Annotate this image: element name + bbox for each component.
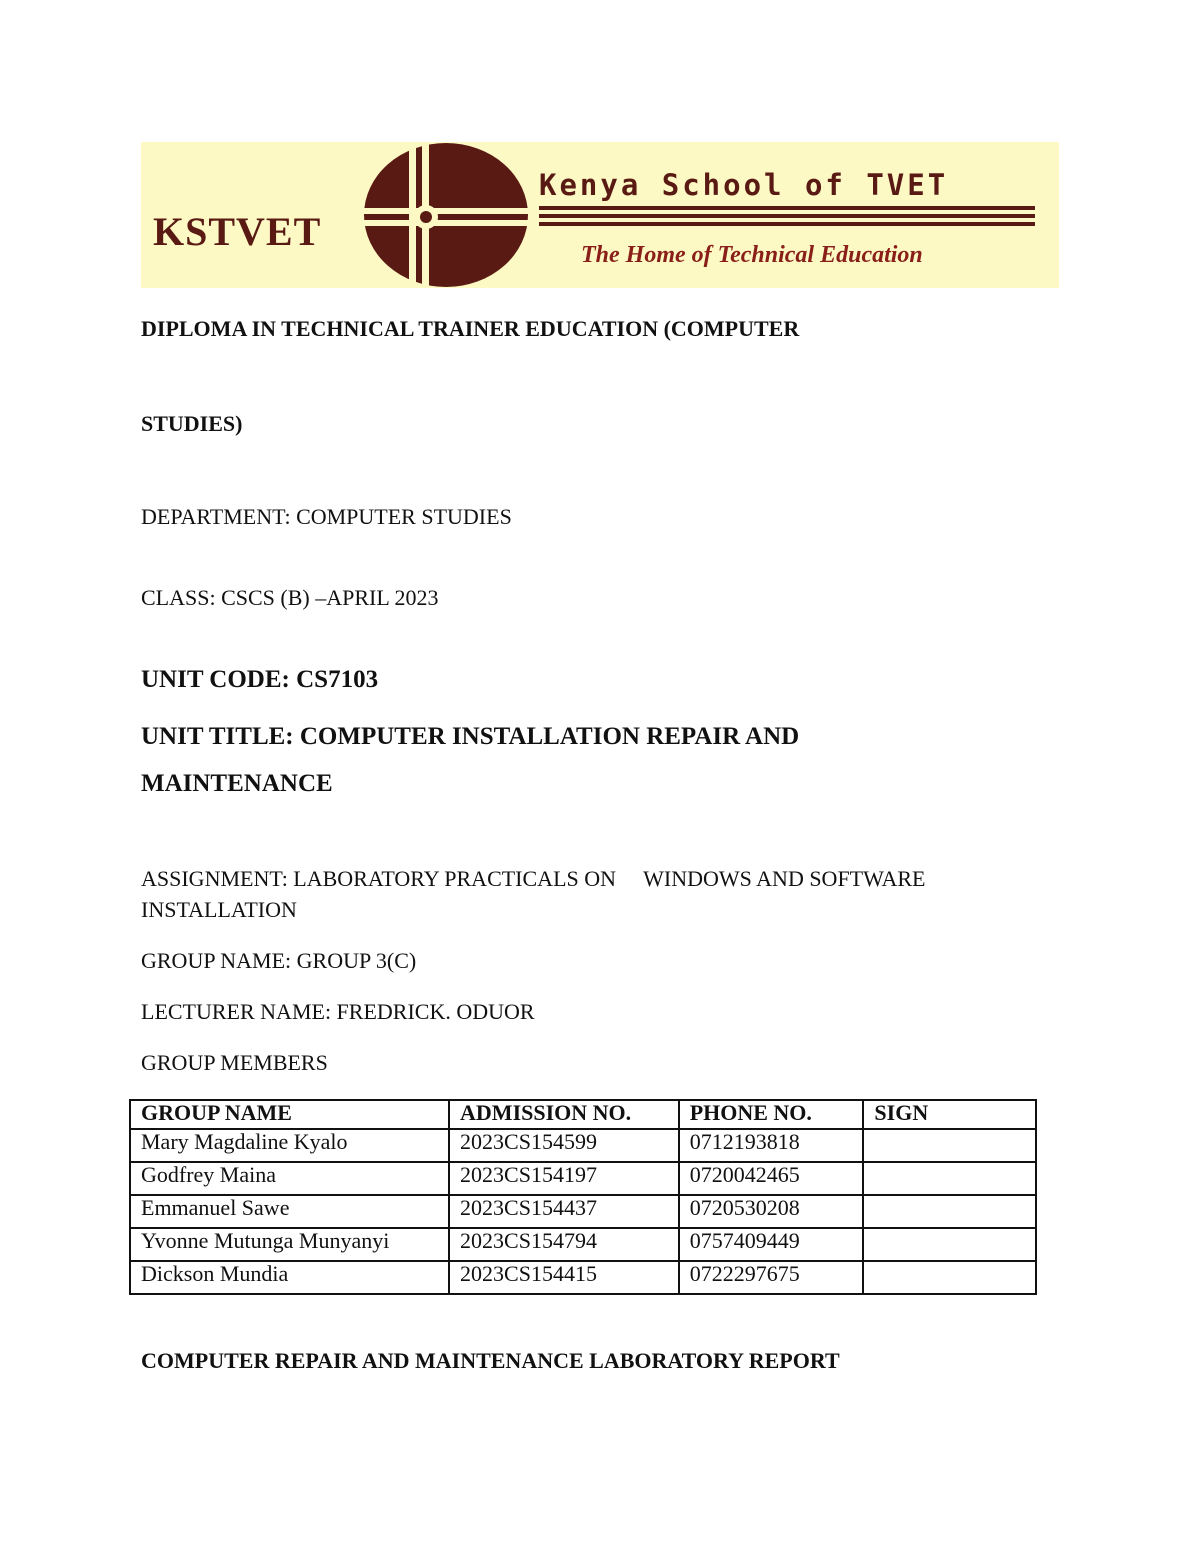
school-banner <box>141 142 1059 288</box>
member-admission-no: 2023CS154197 <box>449 1162 679 1195</box>
report-title: COMPUTER REPAIR AND MAINTENANCE LABORATORY REPORT <box>141 1348 840 1373</box>
member-sign <box>863 1162 1036 1195</box>
logo-acronym: KSTVET <box>153 209 322 254</box>
logo-stripes <box>539 206 1035 226</box>
member-name: Mary Magdaline Kyalo <box>130 1129 449 1162</box>
member-admission-no: 2023CS154437 <box>449 1195 679 1228</box>
table-row <box>130 1261 1036 1294</box>
logo-school-name: Kenya School of TVET <box>539 168 949 202</box>
group-members-heading: GROUP MEMBERS <box>141 1050 328 1075</box>
member-sign <box>863 1129 1036 1162</box>
class-line: CLASS: CSCS (B) –APRIL 2023 <box>141 585 439 610</box>
member-name: Godfrey Maina <box>130 1162 449 1195</box>
kstvet-logo <box>141 142 1059 288</box>
member-admission-no: 2023CS154794 <box>449 1228 679 1261</box>
table-header-row <box>130 1100 1036 1129</box>
diploma-title-line1: DIPLOMA IN TECHNICAL TRAINER EDUCATION (COMPUTER <box>141 316 800 341</box>
member-admission-no: 2023CS154415 <box>449 1261 679 1294</box>
member-phone-no: 0757409449 <box>679 1228 864 1261</box>
assignment-line1: ASSIGNMENT: LABORATORY PRACTICALS ON WINDOWS AND SOFTWARE <box>141 866 926 891</box>
emblem-icon <box>364 142 528 288</box>
member-phone-no: 0722297675 <box>679 1261 864 1294</box>
group-name-line: GROUP NAME: GROUP 3(C) <box>141 948 417 973</box>
member-sign <box>863 1228 1036 1261</box>
assignment-line2: INSTALLATION <box>141 897 297 922</box>
table-row <box>130 1129 1036 1162</box>
header-sign: SIGN <box>863 1100 1036 1129</box>
diploma-title-line2: STUDIES) <box>141 411 243 436</box>
member-phone-no: 0720042465 <box>679 1162 864 1195</box>
header-phone-no: PHONE NO. <box>679 1100 864 1129</box>
header-group-name: GROUP NAME <box>130 1100 449 1129</box>
table-row <box>130 1228 1036 1261</box>
member-phone-no: 0712193818 <box>679 1129 864 1162</box>
lecturer-line: LECTURER NAME: FREDRICK. ODUOR <box>141 999 535 1024</box>
department-line: DEPARTMENT: COMPUTER STUDIES <box>141 504 512 529</box>
table-row <box>130 1162 1036 1195</box>
member-admission-no: 2023CS154599 <box>449 1129 679 1162</box>
header-admission-no: ADMISSION NO. <box>449 1100 679 1129</box>
logo-tagline: The Home of Technical Education <box>581 242 923 268</box>
member-sign <box>863 1195 1036 1228</box>
member-phone-no: 0720530208 <box>679 1195 864 1228</box>
member-sign <box>863 1261 1036 1294</box>
unit-title-line2: MAINTENANCE <box>141 770 333 797</box>
member-name: Dickson Mundia <box>130 1261 449 1294</box>
table-row <box>130 1195 1036 1228</box>
member-name: Yvonne Mutunga Munyanyi <box>130 1228 449 1261</box>
member-name: Emmanuel Sawe <box>130 1195 449 1228</box>
unit-title-line1: UNIT TITLE: COMPUTER INSTALLATION REPAIR AND <box>141 723 800 750</box>
unit-code: UNIT CODE: CS7103 <box>141 666 379 693</box>
group-members-table <box>129 1099 1037 1295</box>
